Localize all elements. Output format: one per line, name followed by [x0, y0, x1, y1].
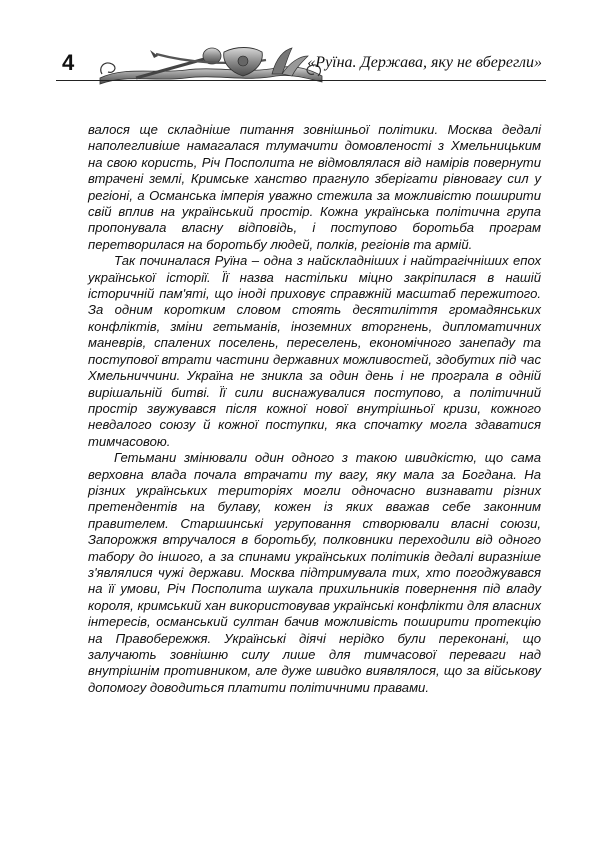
header-rule [56, 80, 546, 81]
paragraph-2: Так починалася Руїна – одна з найскладніших і найтрагічніших епох української історії. Її назва настільки міцно закріпилася в нашій історичній пам'яті, що іноді приховує справжній масштаб пережитого. За одним коротким словом стоять десятиліття громадянських конфліктів, зміни гетьманів, іноземних вторгнень, дипломатичних маневрів, спалених поселень, переселень, економічного занепаду та поступової втрати частини державних можливостей, здобутих під час Хмельниччини. Україна не зникла за один день і не програла в одній вирішальній битві. Її сили виснажувалися поступово, а політичний простір звужувався після кожної нової внутрішньої кризи, кожного невдалого союзу й кожної поступки, яка спочатку могла здаватися тимчасовою. [88, 253, 541, 449]
baroque-arms-ornament-icon [96, 44, 326, 88]
paragraph-3: Гетьмани змінювали один одного з такою швидкістю, що сама верховна влада почала втрачати ту вагу, яку мала за Богдана. На різних українських територіях могли одночасно визнавати різних претендентів на булаву, кожен із яких вважав себе законним правителем. Старшинські угруповання створювали власні союзи, Запорожжя втручалося в боротьбу, полковники переходили від одного табору до іншого, а за спинами українських політиків дедалі виразніше з'являлися чужі держави. Москва підтримувала тих, хто погоджувався на її умови, Річ Посполита шукала прихильників повернення під владу короля, кримський хан використовував українські конфлікти для власних інтересів, османський султан бачив можливість поширити протекцію на Правобережжя. Українські діячі нерідко були переконані, що залучають зовнішню силу лише для тимчасової переваги над внутрішнім противником, але дуже швидко виявлялося, що за військову допомогу доводиться платити політичними правами. [88, 450, 541, 695]
page-number: 4 [62, 50, 76, 75]
running-title: «Руїна. Держава, яку не вберегли» [307, 54, 542, 71]
body-text [88, 122, 541, 696]
page-header [56, 44, 546, 94]
paragraph-1: валося ще складніше питання зовнішньої політики. Москва дедалі наполегливіше намагалася тлумачити домовленості з Хмельницьким на свою користь, Річ Посполита не відмовлялася від намірів повернути втрачені землі, Кримське ханство прагнуло зберігати рівновагу сил у регіоні, а Османська імперія уважно стежила за можливістю поширити свій вплив на український простір. Кожна українська політична група пропонувала власну відповідь, і поступово боротьба програм перетворилася на боротьбу людей, полків, регіонів та армій. [88, 122, 541, 252]
